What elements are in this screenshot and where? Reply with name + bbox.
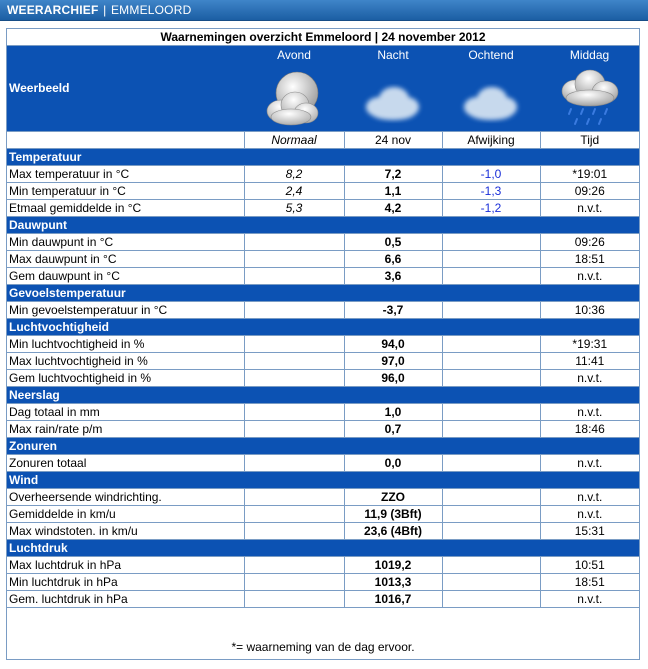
deviation-value bbox=[442, 574, 540, 591]
time-value: 09:26 bbox=[540, 183, 639, 200]
period-avond bbox=[244, 46, 344, 132]
observed-value: 1019,2 bbox=[344, 557, 442, 574]
row-label: Dag totaal in mm bbox=[7, 404, 244, 421]
moon-cloud-icon bbox=[259, 65, 329, 131]
observed-value: 6,6 bbox=[344, 251, 442, 268]
normal-value bbox=[244, 234, 344, 251]
section-title: Temperatuur bbox=[7, 149, 639, 166]
period-nacht bbox=[344, 46, 442, 132]
table-row bbox=[7, 234, 639, 251]
observed-value: -3,7 bbox=[344, 302, 442, 319]
period-name: Avond bbox=[277, 48, 311, 62]
table-row bbox=[7, 353, 639, 370]
deviation-value: -1,2 bbox=[442, 200, 540, 217]
deviation-value bbox=[442, 404, 540, 421]
normal-value bbox=[244, 404, 344, 421]
normal-value bbox=[244, 523, 344, 540]
normal-value: 5,3 bbox=[244, 200, 344, 217]
row-label: Max dauwpunt in °C bbox=[7, 251, 244, 268]
period-name: Ochtend bbox=[468, 48, 514, 62]
section-header bbox=[7, 149, 639, 166]
time-value: 18:51 bbox=[540, 574, 639, 591]
header-tijd: Tijd bbox=[540, 132, 639, 149]
caption-row bbox=[7, 29, 639, 46]
fog-icon bbox=[456, 65, 526, 131]
section-title: Luchtvochtigheid bbox=[7, 319, 639, 336]
normal-value bbox=[244, 353, 344, 370]
row-label: Gemiddelde in km/u bbox=[7, 506, 244, 523]
observed-value: 94,0 bbox=[344, 336, 442, 353]
table-row bbox=[7, 421, 639, 438]
normal-value: 8,2 bbox=[244, 166, 344, 183]
deviation-value bbox=[442, 421, 540, 438]
deviation-value bbox=[442, 557, 540, 574]
table-row bbox=[7, 251, 639, 268]
table-row bbox=[7, 557, 639, 574]
deviation-value bbox=[442, 455, 540, 472]
time-value: n.v.t. bbox=[540, 489, 639, 506]
section-header bbox=[7, 438, 639, 455]
deviation-value bbox=[442, 234, 540, 251]
table-row bbox=[7, 268, 639, 285]
period-ochtend bbox=[442, 46, 540, 132]
table-row bbox=[7, 200, 639, 217]
time-value: n.v.t. bbox=[540, 404, 639, 421]
period-name: Nacht bbox=[377, 48, 409, 62]
time-value: n.v.t. bbox=[540, 200, 639, 217]
time-value: n.v.t. bbox=[540, 506, 639, 523]
deviation-value bbox=[442, 523, 540, 540]
table-row bbox=[7, 574, 639, 591]
row-label: Min luchtdruk in hPa bbox=[7, 574, 244, 591]
weerbeeld-row bbox=[7, 46, 639, 132]
section-title: Wind bbox=[7, 472, 639, 489]
table-row bbox=[7, 506, 639, 523]
observations-table bbox=[7, 29, 639, 608]
time-value: n.v.t. bbox=[540, 370, 639, 387]
table-row bbox=[7, 166, 639, 183]
observed-value: 1,1 bbox=[344, 183, 442, 200]
deviation-value: -1,3 bbox=[442, 183, 540, 200]
observed-value: 0,7 bbox=[344, 421, 442, 438]
section-title: Luchtdruk bbox=[7, 540, 639, 557]
section-header bbox=[7, 472, 639, 489]
time-value: 18:51 bbox=[540, 251, 639, 268]
normal-value: 2,4 bbox=[244, 183, 344, 200]
header-normaal: Normaal bbox=[244, 132, 344, 149]
row-label: Gem. luchtdruk in hPa bbox=[7, 591, 244, 608]
observations-panel bbox=[6, 28, 640, 660]
row-label: Min luchtvochtigheid in % bbox=[7, 336, 244, 353]
section-header bbox=[7, 387, 639, 404]
table-row bbox=[7, 404, 639, 421]
table-row bbox=[7, 183, 639, 200]
section-title: Zonuren bbox=[7, 438, 639, 455]
row-label: Max rain/rate p/m bbox=[7, 421, 244, 438]
row-label: Min dauwpunt in °C bbox=[7, 234, 244, 251]
row-label: Min gevoelstemperatuur in °C bbox=[7, 302, 244, 319]
normal-value bbox=[244, 251, 344, 268]
row-label: Max temperatuur in °C bbox=[7, 166, 244, 183]
observed-value: 23,6 (4Bft) bbox=[344, 523, 442, 540]
period-middag bbox=[540, 46, 639, 132]
rain-cloud-icon bbox=[555, 65, 625, 131]
row-label: Overheersende windrichting. bbox=[7, 489, 244, 506]
deviation-value bbox=[442, 506, 540, 523]
deviation-value bbox=[442, 370, 540, 387]
observed-value: 96,0 bbox=[344, 370, 442, 387]
normal-value bbox=[244, 302, 344, 319]
row-label: Gem dauwpunt in °C bbox=[7, 268, 244, 285]
observed-value: 7,2 bbox=[344, 166, 442, 183]
table-row bbox=[7, 523, 639, 540]
table-row bbox=[7, 455, 639, 472]
time-value: 09:26 bbox=[540, 234, 639, 251]
time-value: 15:31 bbox=[540, 523, 639, 540]
normal-value bbox=[244, 268, 344, 285]
normal-value bbox=[244, 489, 344, 506]
table-row bbox=[7, 591, 639, 608]
section-header bbox=[7, 285, 639, 302]
place-name: EMMELOORD bbox=[110, 3, 192, 17]
table-row bbox=[7, 336, 639, 353]
observed-value: 97,0 bbox=[344, 353, 442, 370]
fog-icon bbox=[358, 65, 428, 131]
header-blank bbox=[7, 132, 244, 149]
normal-value bbox=[244, 506, 344, 523]
deviation-value bbox=[442, 591, 540, 608]
time-value: 10:36 bbox=[540, 302, 639, 319]
column-header-row bbox=[7, 132, 639, 149]
normal-value bbox=[244, 574, 344, 591]
time-value: 18:46 bbox=[540, 421, 639, 438]
table-row bbox=[7, 370, 639, 387]
time-value: n.v.t. bbox=[540, 268, 639, 285]
deviation-value bbox=[442, 489, 540, 506]
time-value: *19:31 bbox=[540, 336, 639, 353]
row-label: Max luchtvochtigheid in % bbox=[7, 353, 244, 370]
observed-value: 0,5 bbox=[344, 234, 442, 251]
observed-value: 3,6 bbox=[344, 268, 442, 285]
row-label: Zonuren totaal bbox=[7, 455, 244, 472]
normal-value bbox=[244, 557, 344, 574]
normal-value bbox=[244, 591, 344, 608]
observed-value: 4,2 bbox=[344, 200, 442, 217]
deviation-value bbox=[442, 353, 540, 370]
normal-value bbox=[244, 336, 344, 353]
observed-value: 1016,7 bbox=[344, 591, 442, 608]
period-name: Middag bbox=[569, 48, 610, 62]
section-title: Neerslag bbox=[7, 387, 639, 404]
deviation-value bbox=[442, 268, 540, 285]
footnote: *= waarneming van de dag ervoor. bbox=[231, 640, 415, 654]
row-label: Etmaal gemiddelde in °C bbox=[7, 200, 244, 217]
row-label: Max windstoten. in km/u bbox=[7, 523, 244, 540]
observed-value: 0,0 bbox=[344, 455, 442, 472]
row-label: Min temperatuur in °C bbox=[7, 183, 244, 200]
time-value: 11:41 bbox=[540, 353, 639, 370]
site-title-bar bbox=[0, 0, 648, 21]
section-title: Gevoelstemperatuur bbox=[7, 285, 639, 302]
brand-title: WEERARCHIEF bbox=[7, 3, 99, 17]
time-value: 10:51 bbox=[540, 557, 639, 574]
table-row bbox=[7, 489, 639, 506]
row-label: Max luchtdruk in hPa bbox=[7, 557, 244, 574]
header-date: 24 nov bbox=[344, 132, 442, 149]
table-caption: Waarnemingen overzicht Emmeloord | 24 november 2012 bbox=[7, 29, 639, 46]
normal-value bbox=[244, 370, 344, 387]
table-row bbox=[7, 302, 639, 319]
section-header bbox=[7, 540, 639, 557]
deviation-value bbox=[442, 336, 540, 353]
time-value: n.v.t. bbox=[540, 591, 639, 608]
observed-value: 1013,3 bbox=[344, 574, 442, 591]
section-header bbox=[7, 319, 639, 336]
observed-value: 11,9 (3Bft) bbox=[344, 506, 442, 523]
row-label: Gem luchtvochtigheid in % bbox=[7, 370, 244, 387]
weerbeeld-label: Weerbeeld bbox=[7, 46, 244, 132]
title-separator: | bbox=[103, 3, 107, 17]
header-afwijking: Afwijking bbox=[442, 132, 540, 149]
observed-value: ZZO bbox=[344, 489, 442, 506]
time-value: *19:01 bbox=[540, 166, 639, 183]
deviation-value bbox=[442, 251, 540, 268]
deviation-value bbox=[442, 302, 540, 319]
normal-value bbox=[244, 421, 344, 438]
section-title: Dauwpunt bbox=[7, 217, 639, 234]
deviation-value: -1,0 bbox=[442, 166, 540, 183]
normal-value bbox=[244, 455, 344, 472]
time-value: n.v.t. bbox=[540, 455, 639, 472]
section-header bbox=[7, 217, 639, 234]
observed-value: 1,0 bbox=[344, 404, 442, 421]
